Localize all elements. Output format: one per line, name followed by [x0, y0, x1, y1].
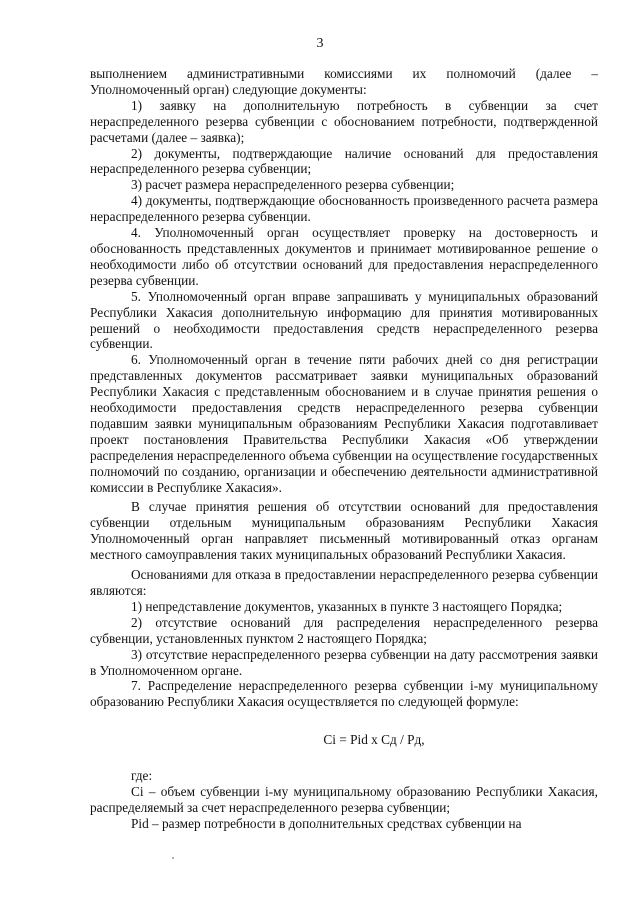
definition-pid: Pid – размер потребности в дополнительных средствах субвенции на [131, 815, 522, 831]
paragraph-intro: выполнением административными комиссиями их полномочий (далее – Уполномоченный орган) следующие документы: [90, 66, 598, 97]
scan-speck [172, 857, 174, 859]
paragraph-refusal-notice: В случае принятия решения об отсутствии оснований для предоставления субвенции отдельным муниципальным образованиям Республики Хакасия Уполномоченный орган направляет письменный мотивированный отказ органам местного самоуправления таких муниципальных образований Республики Хакасия. [90, 499, 598, 563]
paragraph-refusal-grounds: Основаниями для отказа в предоставлении нераспределенного резерва субвенции являются: [90, 567, 598, 598]
list-item-justification-documents: 4) документы, подтверждающие обоснованность произведенного расчета размера нераспределенного резерва субвенции. [90, 193, 598, 225]
list-item-grounds-documents: 2) документы, подтверждающие наличие оснований для предоставления нераспределенного резерва субвенции; [90, 145, 598, 177]
page-number: 3 [316, 36, 324, 51]
where-label: где: [131, 768, 153, 784]
clause-7: 7. Распределение нераспределенного резерва субвенции i-му муниципальному образованию Республики Хакасия осуществляется по следующей формуле: [90, 678, 598, 710]
document-body [90, 66, 598, 832]
refusal-ground-2: 2) отсутствие оснований для распределения нераспределенного резерва субвенции, установленных пунктом 2 настоящего Порядка; [90, 614, 598, 646]
distribution-formula: Ci = Pid x Сд / Pд, [323, 732, 425, 748]
list-item-calculation: 3) расчет размера нераспределенного резерва субвенции; [131, 177, 455, 193]
clause-6: 6. Уполномоченный орган в течение пяти рабочих дней со дня регистрации представленных документов рассматривает заявки муниципальных образований Республики Хакасия с представленным обоснованием и в случае принятия решения о необходимости предоставления средств нераспределенного резерва субвенции подавшим заявки муниципальным образованиям Республики Хакасия подготавливает проект постановления Правительства Республики Хакасия «Об утверждении распределения нераспределенного объема субвенции на осуществление государственных полномочий по созданию, организации и обеспечению деятельности административной комиссии в Республике Хакасия». [90, 352, 598, 495]
refusal-ground-1: 1) непредставление документов, указанных в пункте 3 настоящего Порядка; [131, 598, 563, 614]
clause-4: 4. Уполномоченный орган осуществляет проверку на достоверность и обоснованность представленных документов и принимает мотивированное решение о необходимости либо об отсутствии оснований для предоставления нераспределенного резерва субвенции. [90, 225, 598, 288]
refusal-ground-3: 3) отсутствие нераспределенного резерва субвенции на дату рассмотрения заявки в Уполномоченном органе. [90, 646, 598, 678]
definition-ci: Ci – объем субвенции i-му муниципальному образованию Республики Хакасия, распределяемый за счет нераспределенного резерва субвенции; [90, 784, 598, 815]
clause-5: 5. Уполномоченный орган вправе запрашивать у муниципальных образований Республики Хакасия дополнительную информацию для принятия мотивированных решений о необходимости предоставления средств нераспределенного резерва субвенции. [90, 288, 598, 352]
list-item-application: 1) заявку на дополнительную потребность в субвенции за счет нераспределенного резерва субвенции с обоснованием потребности, подтвержденной расчетами (далее – заявка); [90, 97, 598, 145]
